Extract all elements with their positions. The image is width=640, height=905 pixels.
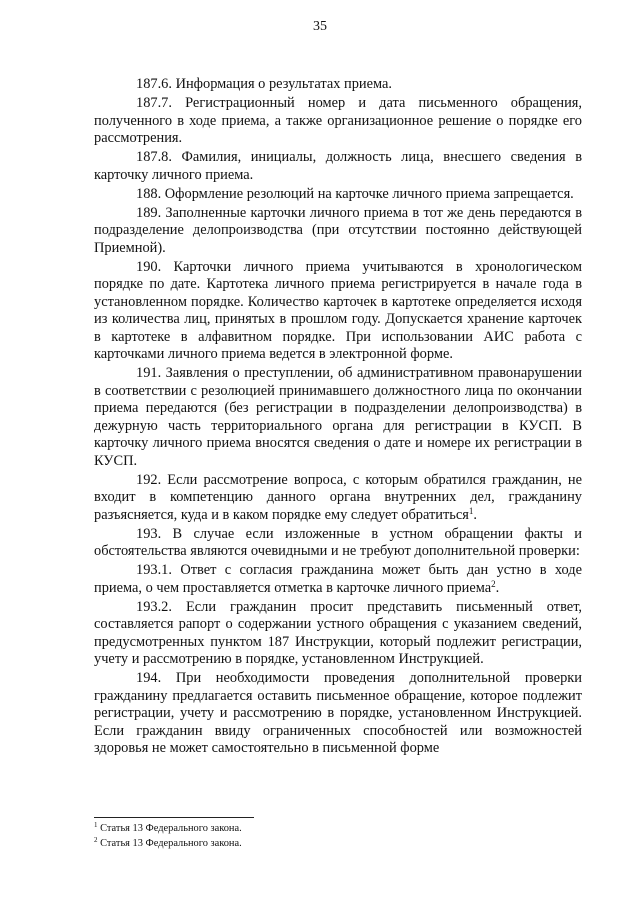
paragraph-190: 190. Карточки личного приема учитываются в хронологическом порядке по дате. Картотека личного приема регистрируется в начале года в установленном порядке. Количество карточек в картотеке определяется исходя из количества лиц, принятых в прошлом году. Допускается хранение карточек в картотеке в алфавитном порядке. При использовании АИС работа с карточками личного приема ведется в электронной форме. — [94, 258, 582, 362]
paragraph-187-6: 187.6. Информация о результатах приема. — [136, 76, 392, 92]
footnote-1-text: Статья 13 Федерального закона. — [97, 823, 242, 834]
paragraph-193-1 — [94, 562, 582, 597]
page-number: 35 — [313, 19, 327, 34]
paragraph-192-text: 192. Если рассмотрение вопроса, с которым обратился гражданин, не входит в компетенцию данного органа внутренних дел, гражданину разъясняется, куда и в каком порядке ему следует обратиться — [94, 471, 582, 523]
paragraph-193-1-text: 193.1. Ответ с согласия гражданина может быть дан устно в ходе приема, о чем проставляется отметка в карточке личного приема — [94, 562, 582, 596]
paragraph-193-1-end: . — [495, 579, 500, 596]
paragraph-189: 189. Заполненные карточки личного приема в тот же день передаются в подразделение делопроизводства (при отсутствии постоянно действующей Приемной). — [94, 204, 582, 256]
footnote-ref-1[interactable]: 1 — [468, 505, 474, 516]
paragraph-188: 188. Оформление резолюций на карточке личного приема запрещается. — [136, 185, 574, 202]
footnote-2 — [94, 837, 582, 852]
paragraph-191: 191. Заявления о преступлении, об административном правонарушении в соответствии с резолюцией принимавшего должностного лица по окончании приема передаются (без регистрации в подразделении делопроизводства) в дежурную часть территориального органа для регистрации в КУСП. В карточку личного приема вносятся сведения о дате и номере их регистрации в КУСП. — [94, 365, 582, 469]
paragraph-192-end: . — [473, 506, 477, 523]
footnote-1 — [94, 822, 582, 837]
footnote-ref-2[interactable]: 2 — [491, 578, 496, 589]
paragraph-193-2: 193.2. Если гражданин просит представить письменный ответ, составляется рапорт о содержании устного обращения с указанием сведений, предусмотренных пунктом 187 Инструкции, который подлежит регистрации, учету и рассмотрению в порядке, установленном Инструкцией. — [94, 598, 582, 667]
paragraph-193: 193. В случае если изложенные в устном обращении факты и обстоятельства являются очевидными и не требуют дополнительной проверки: — [94, 525, 582, 559]
paragraph-187-8: 187.8. Фамилия, инициалы, должность лица, внесшего сведения в карточку личного приема. — [94, 149, 582, 183]
document-body — [94, 76, 582, 759]
footnote-separator — [94, 817, 254, 818]
footnote-2-marker: 2 — [94, 835, 98, 844]
footnote-1-marker: 1 — [94, 821, 98, 829]
paragraph-192 — [94, 472, 582, 525]
footnote-2-text: Статья 13 Федерального закона. — [97, 837, 242, 849]
paragraph-187-7: 187.7. Регистрационный номер и дата письменного обращения, полученного в ходе приема, а также организационное решение о порядке его рассмотрения. — [94, 95, 582, 146]
footnotes — [94, 822, 582, 851]
paragraph-194: 194. При необходимости проведения дополнительной проверки гражданину предлагается оставить письменное обращение, которое подлежит регистрации, учету и рассмотрению в порядке, установленном Инструкцией. Если гражданин ввиду ограниченных способностей или возможностей здоровья не может самостоятельно в письменной форме — [94, 670, 582, 756]
